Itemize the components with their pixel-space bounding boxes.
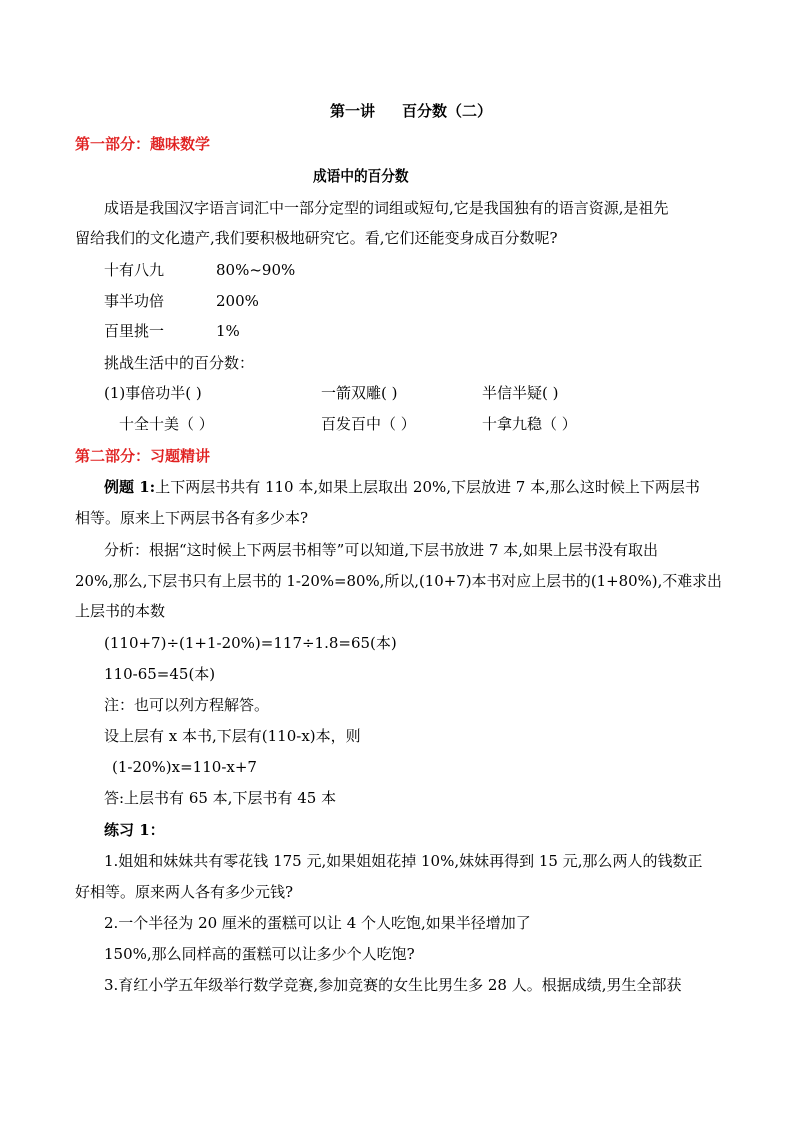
challenge-item: (1)事倍功半( ) bbox=[104, 384, 202, 402]
paragraph-line: 成语是我国汉字语言词汇中一部分定型的词组或短句,它是我国独有的语言资源,是祖先 bbox=[104, 199, 669, 217]
analysis-line: 分析：根据“这时候上下两层书相等”可以知道,下层书放进 7 本,如果上层书没有取出 bbox=[104, 541, 658, 559]
analysis-line: 20%,那么,下层书只有上层书的 1-20%=80%,所以,(10+7)本书对应上层书的(1+80%),不难求出 bbox=[75, 572, 722, 590]
challenge-label: 挑战生活中的百分数： bbox=[104, 354, 255, 372]
example-line: 相等。原来上下两层书各有多少本? bbox=[75, 509, 309, 527]
paragraph-line: 留给我们的文化遗产,我们要积极地研究它。看,它们还能变身成百分数呢? bbox=[75, 229, 558, 247]
idiom-value: 80%~90% bbox=[216, 261, 296, 279]
part1-heading: 第一部分：趣味数学 bbox=[75, 135, 211, 153]
note-line: 注：也可以列方程解答。 bbox=[104, 696, 270, 714]
challenge-item: 十拿九稳（ ） bbox=[482, 415, 577, 433]
challenge-item: 半信半疑( ) bbox=[482, 384, 559, 402]
idiom-name: 事半功倍 bbox=[104, 292, 165, 310]
part2-heading: 第二部分：习题精讲 bbox=[75, 447, 211, 465]
example-label: 例题 1: bbox=[104, 478, 156, 496]
practice-line: 3.育红小学五年级举行数学竞赛,参加竞赛的女生比男生多 28 人。根据成绩,男生全部获 bbox=[104, 976, 682, 994]
calculation-line: (110+7)÷(1+1-20%)=117÷1.8=65(本) bbox=[104, 634, 397, 652]
idiom-name: 百里挑一 bbox=[104, 322, 165, 340]
idiom-value: 200% bbox=[216, 292, 259, 310]
idiom-name: 十有八九 bbox=[104, 261, 165, 279]
practice-line: 1.姐姐和妹妹共有零花钱 175 元,如果姐姐花掉 10%,妹妹再得到 15 元,那么两人的钱数正 bbox=[104, 852, 703, 870]
practice-line: 好相等。原来两人各有多少元钱? bbox=[75, 883, 294, 901]
answer-line: 答:上层书有 65 本,下层书有 45 本 bbox=[104, 789, 337, 807]
practice-line: 2.一个半径为 20 厘米的蛋糕可以让 4 个人吃饱,如果半径增加了 bbox=[104, 914, 531, 932]
lecture-number: 第一讲 bbox=[330, 102, 376, 120]
challenge-item: 百发百中（ ） bbox=[321, 415, 416, 433]
equation-line: (1-20%)x=110-x+7 bbox=[112, 758, 257, 776]
analysis-line: 上层书的本数 bbox=[75, 602, 166, 620]
challenge-item: 一箭双雕( ) bbox=[321, 384, 398, 402]
idiom-value: 1% bbox=[216, 322, 240, 340]
example-line bbox=[104, 477, 700, 497]
practice-label: 练习 1： bbox=[104, 821, 165, 839]
equation-setup: 设上层有 x 本书,下层有(110-x)本，则 bbox=[104, 727, 361, 745]
calculation-line: 110-65=45(本) bbox=[104, 665, 216, 683]
practice-line: 150%,那么同样高的蛋糕可以让多少个人吃饱? bbox=[104, 945, 415, 963]
challenge-item: 十全十美（ ） bbox=[119, 415, 214, 433]
lecture-title: 百分数（二） bbox=[402, 102, 493, 120]
article-title: 成语中的百分数 bbox=[313, 167, 409, 185]
example-text: 上下两层书共有 110 本,如果上层取出 20%,下层放进 7 本,那么这时候上下两层书 bbox=[155, 478, 700, 496]
